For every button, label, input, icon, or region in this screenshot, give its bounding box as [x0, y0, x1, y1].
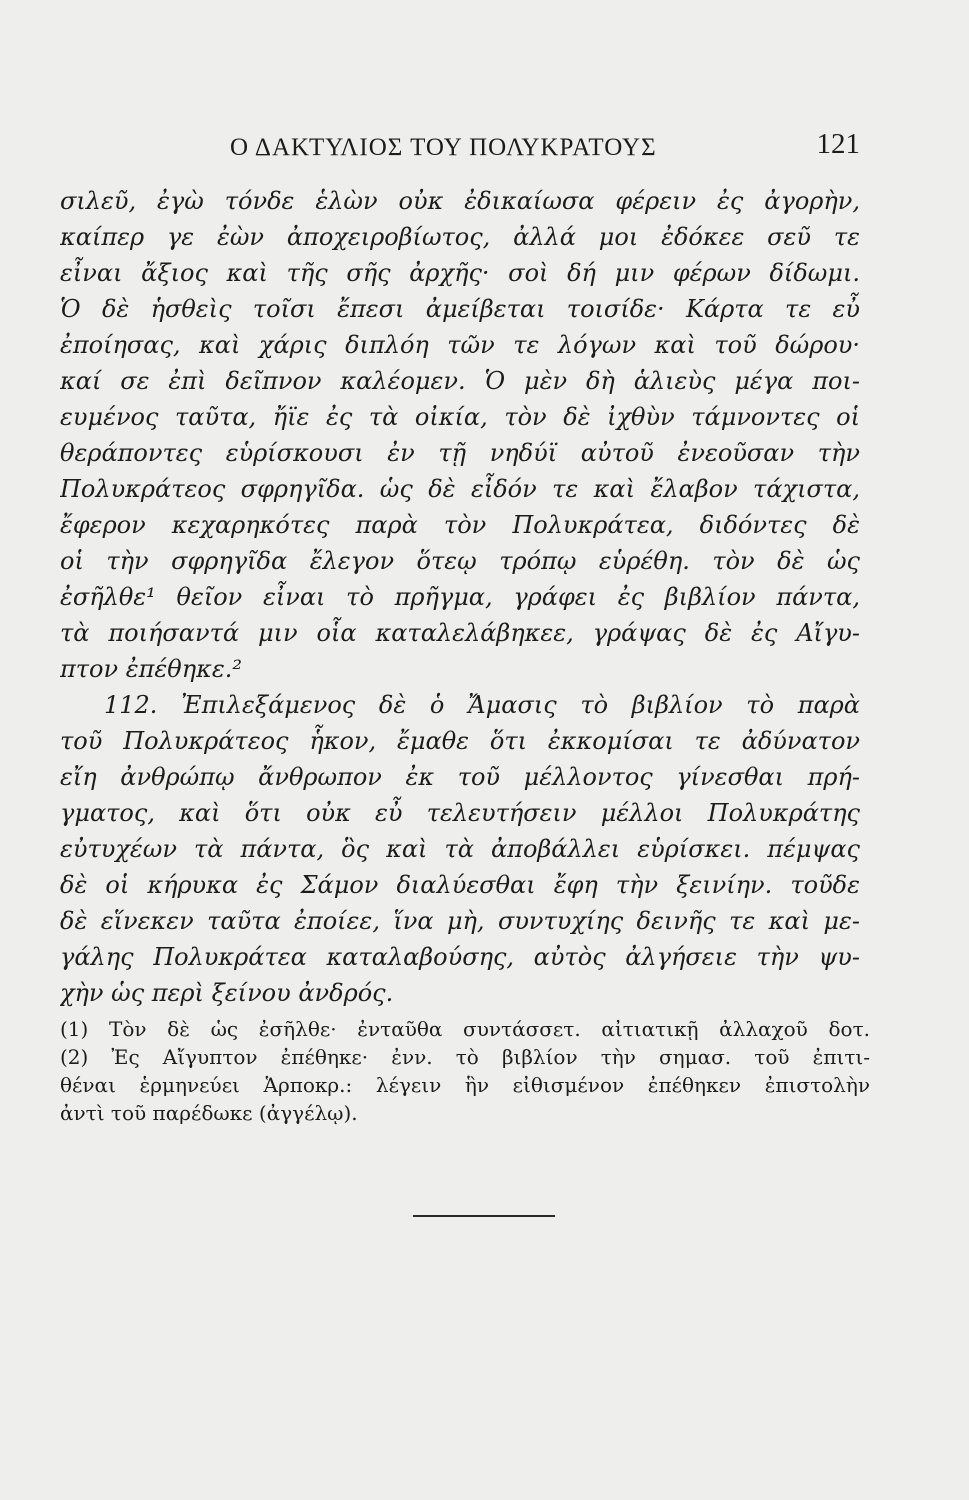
text-line: γματος, καὶ ὅτι οὐκ εὖ τελευτήσειν μέλλοι Πολυκράτης	[60, 799, 860, 827]
text-line: ευμένος ταῦτα, ἤϊε ἐς τὰ οἰκία, τὸν δὲ ἰχθὺν τάμνοντες οἱ	[60, 403, 860, 431]
footnote-line: ἀντὶ τοῦ παρέδωκε (ἀγγέλῳ).	[60, 1101, 358, 1125]
text-line: εἶναι ἄξιος καὶ τῆς σῆς ἀρχῆς· σοὶ δή μιν φέρων δίδωμι.	[60, 259, 860, 287]
footnote-line: θέναι ἑρμηνεύει Ἁρποκρ.: λέγειν ἣν εἰθισμένον ἐπέθηκεν ἐπιστολὴν	[60, 1073, 870, 1097]
text-line: δὲ εἵνεκεν ταῦτα ἐποίεε, ἵνα μὴ, συντυχίης δεινῆς τε καὶ με-	[60, 907, 860, 935]
text-line: δὲ οἱ κήρυκα ἐς Σάμον διαλύεσθαι ἔφη τὴν ξεινίην. τοῦδε	[60, 871, 860, 899]
text-line: γάλης Πολυκράτεα καταλαβούσης, αὐτὸς ἀλγήσειε τὴν ψυ-	[60, 943, 860, 971]
text-line: χὴν ὡς περὶ ξείνου ἀνδρός.	[60, 979, 394, 1007]
text-line: Ὁ δὲ ἡσθεὶς τοῖσι ἔπεσι ἀμείβεται τοισίδε· Κάρτα τε εὖ	[60, 295, 860, 323]
text-line: καίπερ γε ἐὼν ἀποχειροβίωτος, ἀλλά μοι ἐδόκεε σεῦ τε	[60, 223, 860, 251]
text-line: οἱ τὴν σφρηγῖδα ἔλεγον ὅτεῳ τρόπῳ εὑρέθη. τὸν δὲ ὡς	[60, 547, 860, 575]
text-line: ἔφερον κεχαρηκότες παρὰ τὸν Πολυκράτεα, διδόντες δὲ	[60, 511, 860, 539]
footnotes	[60, 1015, 870, 1127]
text-line: θεράποντες εὑρίσκουσι ἐν τῇ νηδύϊ αὐτοῦ ἐνεοῦσαν τὴν	[60, 439, 860, 467]
text-line: τὰ ποιήσαντά μιν οἷα καταλελάβηκεε, γράψας δὲ ἐς Αἴγυ-	[60, 619, 860, 647]
running-title: Ο ΔΑΚΤΥΛΙΟΣ ΤΟΥ ΠΟΛΥΚΡΑΤΟΥΣ	[230, 134, 657, 161]
text-line: ἐποίησας, καὶ χάρις διπλόη τῶν τε λόγων καὶ τοῦ δώρου·	[60, 331, 860, 359]
footnote-line: (1) Τὸν δὲ ὡς ἐσῆλθε· ἐνταῦθα συντάσσετ. αἰτιατικῇ ἀλλαχοῦ δοτ.	[60, 1017, 870, 1041]
main-text	[60, 183, 860, 1011]
footnote-line: (2) Ἐς Αἴγυπτον ἐπέθηκε· ἐνν. τὸ βιβλίον τὴν σημασ. τοῦ ἐπιτι-	[60, 1045, 870, 1069]
text-line: καί σε ἐπὶ δεῖπνον καλέομεν. Ὁ μὲν δὴ ἁλιεὺς μέγα ποι-	[60, 367, 860, 395]
text-line: σιλεῦ, ἐγὼ τόνδε ἑλὼν οὐκ ἐδικαίωσα φέρειν ἐς ἀγορὴν,	[60, 187, 860, 215]
page-number: 121	[816, 128, 860, 160]
section-start-line: 112. Ἐπιλεξάμενος δὲ ὁ Ἄμασις τὸ βιβλίον τὸ παρὰ	[104, 691, 860, 719]
text-line: τοῦ Πολυκράτεος ἧκον, ἔμαθε ὅτι ἐκκομίσαι τε ἀδύνατον	[60, 727, 860, 755]
end-rule-divider	[413, 1215, 555, 1217]
text-line: Πολυκράτεος σφρηγῖδα. ὡς δὲ εἶδόν τε καὶ ἔλαβον τάχιστα,	[60, 475, 860, 503]
text-line: εἴη ἀνθρώπῳ ἄνθρωπον ἐκ τοῦ μέλλοντος γίνεσθαι πρή-	[60, 763, 860, 791]
page-header	[60, 128, 860, 168]
text-line: ἐσῆλθε¹ θεῖον εἶναι τὸ πρῆγμα, γράφει ἐς βιβλίον πάντα,	[60, 583, 860, 611]
text-line: πτον ἐπέθηκε.²	[60, 655, 242, 683]
text-line: εὐτυχέων τὰ πάντα, ὃς καὶ τὰ ἀποβάλλει εὑρίσκει. πέμψας	[60, 835, 860, 863]
